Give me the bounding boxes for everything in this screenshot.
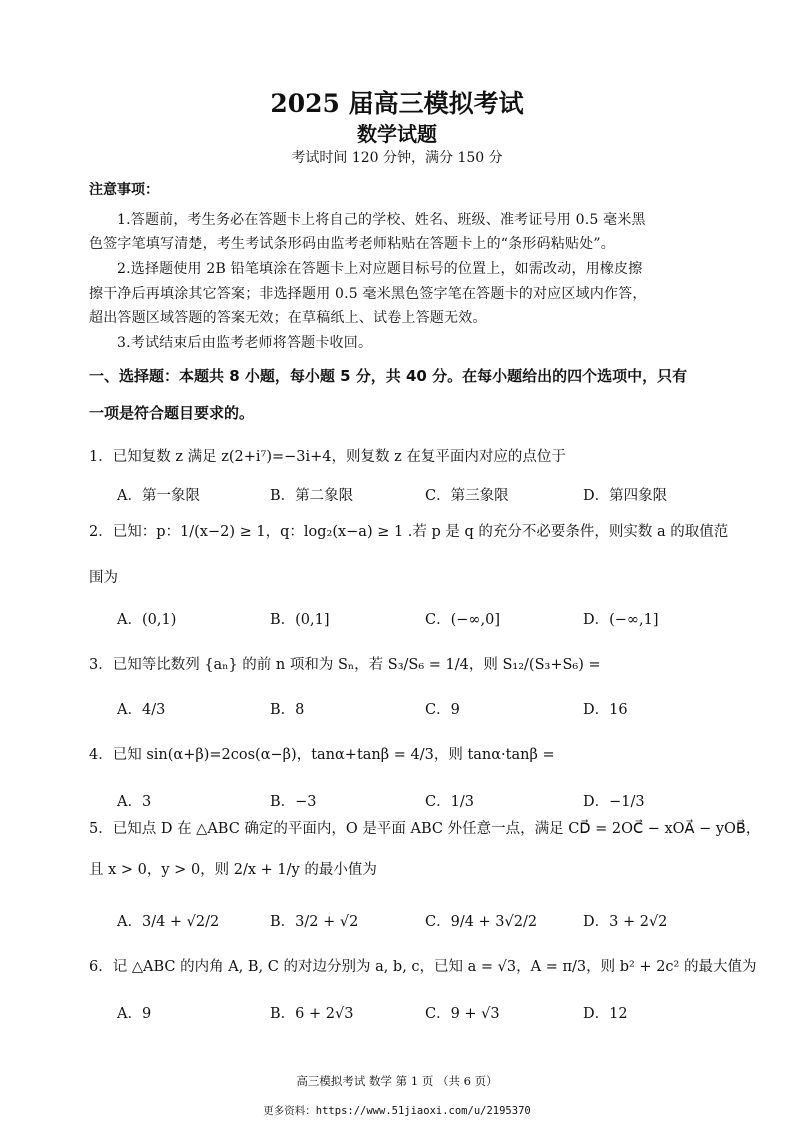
option-a: A．4/3	[117, 702, 166, 718]
option-d: D．(−∞,1]	[583, 612, 659, 628]
question-1-stem: 1．已知复数 z 满足 z(2+i⁷)=−3i+4，则复数 z 在复平面内对应的点位于	[89, 449, 566, 465]
option-a: A．3	[117, 794, 152, 810]
notice-heading: 注意事项：	[89, 182, 159, 198]
option-c: C．第三象限	[425, 488, 509, 504]
notice-line: 3.考试结束后由监考老师将答题卡收回。	[117, 335, 373, 351]
option-a: A．第一象限	[117, 488, 200, 504]
question-5-stem: 5．已知点 D 在 △ABC 确定的平面内，O 是平面 ABC 外任意一点，满足 CD⃗ = 2OC⃗ − xOA⃗ − yOB⃗，	[89, 821, 761, 837]
page-footer: 高三模拟考试 数学 第 1 页 （共 6 页）	[296, 1074, 498, 1088]
notice-line: 超出答题区域答题的答案无效；在草稿纸上、试卷上答题无效。	[89, 310, 487, 326]
option-a: A．9	[117, 1006, 152, 1022]
exam-title: 2025 届高三模拟考试	[270, 89, 524, 118]
option-a: A．(0,1)	[117, 612, 177, 628]
question-2-stem: 2．已知：p：1/(x−2) ≥ 1，q：log₂(x−a) ≥ 1 .若 p 是 q 的充分不必要条件，则实数 a 的取值范	[89, 524, 729, 540]
option-b: B．6 + 2√3	[270, 1006, 354, 1022]
option-b: B．8	[270, 702, 305, 718]
option-c: C．1/3	[425, 794, 474, 810]
option-b: B．−3	[270, 794, 317, 810]
option-b: B．3/2 + √2	[270, 914, 359, 930]
option-d: D．−1/3	[583, 794, 645, 810]
option-a: A．3/4 + √2/2	[117, 914, 220, 930]
exam-info: 考试时间 120 分钟，满分 150 分	[291, 150, 503, 166]
option-d: D．第四象限	[583, 488, 668, 504]
option-c: C．9/4 + 3√2/2	[425, 914, 538, 930]
question-5-stem-cont: 且 x > 0，y > 0，则 2/x + 1/y 的最小值为	[89, 862, 377, 878]
notice-line: 1.答题前，考生务必在答题卡上将自己的学校、姓名、班级、准考证号用 0.5 毫米黑	[117, 212, 646, 228]
notice-line: 2.选择题使用 2B 铅笔填涂在答题卡上对应题目标号的位置上，如需改动，用橡皮擦	[117, 261, 643, 277]
question-6-stem: 6．记 △ABC 的内角 A, B, C 的对边分别为 a, b, c，已知 a = √3，A = π/3，则 b² + 2c² 的最大值为	[89, 959, 757, 975]
question-2-stem-cont: 围为	[89, 570, 118, 586]
section-heading-cont: 一项是符合题目要求的。	[89, 404, 255, 422]
more-resources-link[interactable]: 更多资料：https://www.51jiaoxi.com/u/2195370	[263, 1105, 531, 1117]
option-d: D．3 + 2√2	[583, 914, 668, 930]
section-heading: 一、选择题：本题共 8 小题，每小题 5 分，共 40 分。在每小题给出的四个选项中，只有	[89, 367, 688, 385]
option-c: C．9	[425, 702, 460, 718]
notice-line: 擦干净后再填涂其它答案；非选择题用 0.5 毫米黑色签字笔在答题卡的对应区域内作答，	[89, 286, 647, 302]
question-3-stem: 3．已知等比数列 {aₙ} 的前 n 项和为 Sₙ，若 S₃/S₆ = 1/4，则 S₁₂/(S₃+S₆) =	[89, 657, 601, 673]
option-d: D．16	[583, 702, 628, 718]
option-d: D．12	[583, 1006, 628, 1022]
option-b: B．第二象限	[270, 488, 354, 504]
option-c: C．(−∞,0]	[425, 612, 500, 628]
option-c: C．9 + √3	[425, 1006, 500, 1022]
exam-subtitle: 数学试题	[357, 122, 437, 146]
option-b: B．(0,1]	[270, 612, 330, 628]
question-4-stem: 4．已知 sin(α+β)=2cos(α−β)，tanα+tanβ = 4/3，则 tanα·tanβ =	[89, 747, 555, 763]
notice-line: 色签字笔填写清楚，考生考试条形码由监考老师粘贴在答题卡上的“条形码粘贴处”。	[89, 236, 615, 252]
